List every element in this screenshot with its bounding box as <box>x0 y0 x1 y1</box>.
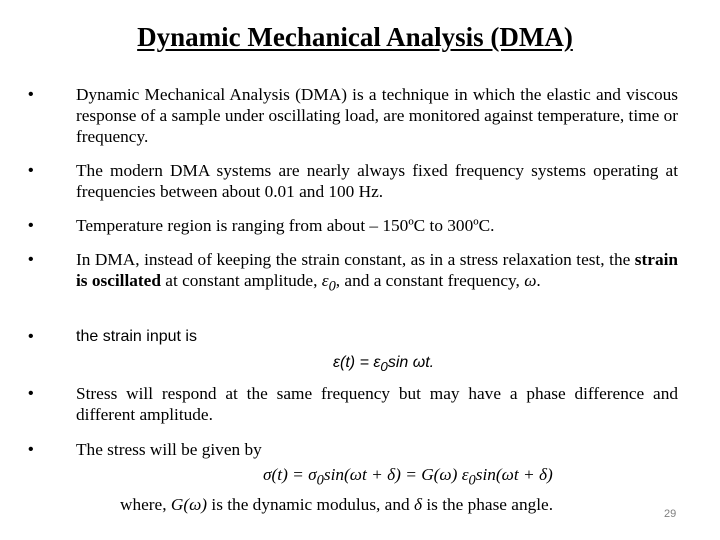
delta-symbol: δ <box>413 495 423 514</box>
bullet-text: the strain input is <box>76 328 197 345</box>
slide-title: Dynamic Mechanical Analysis (DMA) <box>137 22 573 52</box>
text-segment: where, <box>120 495 167 514</box>
eq-subscript: 0 <box>316 472 324 489</box>
subscript-zero: 0 <box>328 278 336 295</box>
text-segment: is the phase angle. <box>426 495 554 514</box>
eq-part: σ(t) = σ <box>263 465 317 484</box>
bullet-fixed-frequency <box>28 160 678 202</box>
bullet-stress-response <box>28 383 678 425</box>
bullet-dot: • <box>28 385 34 402</box>
bullet-dot: • <box>28 328 34 345</box>
bold-text: strain is oscillated <box>76 250 678 290</box>
eq-part: sin(ωt + δ) <box>475 465 553 484</box>
bullet-text: The stress will be given by <box>76 440 262 459</box>
bullet-dot: • <box>28 217 34 234</box>
eq-subscript: 0 <box>468 472 476 489</box>
bullet-dma-definition <box>28 84 678 147</box>
bullet-stress-given-by <box>28 439 678 460</box>
eq-part: ε(t) = ε <box>333 354 381 371</box>
eq-part: sin ωt. <box>387 354 435 371</box>
text-segment: In DMA, instead of keeping the strain constant, as in a stress relaxation test, the <box>76 250 631 269</box>
omega-symbol: ω <box>524 271 537 290</box>
bullet-dot: • <box>28 441 34 458</box>
bullet-strain-input <box>28 326 678 347</box>
where-line <box>120 495 553 515</box>
text-segment: at constant amplitude, <box>165 271 318 290</box>
eq-part: sin(ωt + δ) = G(ω) ε <box>323 465 469 484</box>
eq-subscript: 0 <box>380 359 388 375</box>
bullet-text: The modern DMA systems are nearly always fixed frequency systems operating at frequencies between about 0.01 and 100 Hz. <box>76 161 678 201</box>
stress-equation <box>263 464 553 491</box>
bullet-text: Stress will respond at the same frequency but may have a phase difference and different amplitude. <box>76 384 678 424</box>
page-number: 29 <box>664 508 677 520</box>
bullet-strain-oscillated <box>28 249 678 297</box>
bullet-dot: • <box>28 162 34 179</box>
modulus-symbol: G(ω) <box>170 495 208 514</box>
strain-equation <box>333 352 434 377</box>
epsilon-symbol: ε <box>321 271 329 290</box>
bullet-temperature-region <box>28 215 678 236</box>
bullet-dot: • <box>28 86 34 103</box>
text-segment: . <box>536 271 541 290</box>
bullet-dot: • <box>28 251 34 268</box>
bullet-text <box>76 249 678 297</box>
bullet-text: Temperature region is ranging from about – 150ºC to 300ºC. <box>76 216 495 235</box>
text-segment: , and a constant frequency, <box>335 271 520 290</box>
bullet-text: Dynamic Mechanical Analysis (DMA) is a technique in which the elastic and viscous response of a sample under oscillating load, are monitored against temperature, time or frequency. <box>76 85 678 146</box>
text-segment: is the dynamic modulus, and <box>211 495 410 514</box>
